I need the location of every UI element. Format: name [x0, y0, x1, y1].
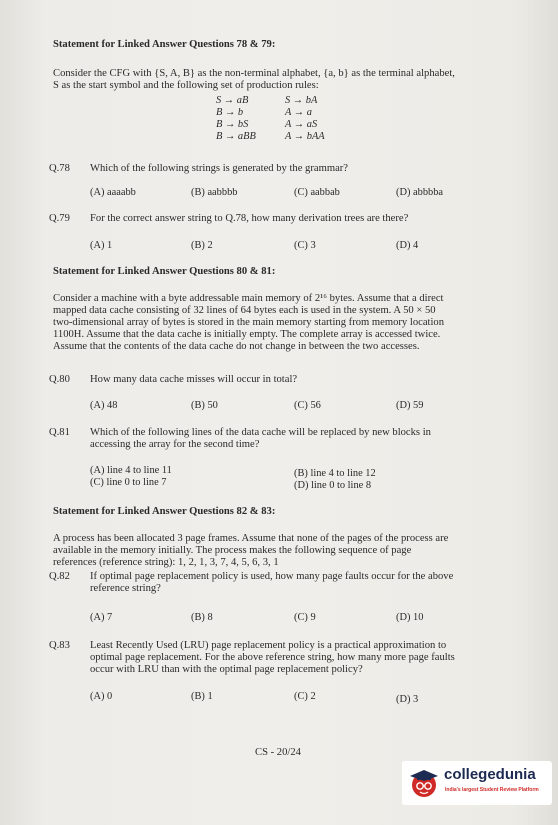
- answer-option: (C) aabbab: [294, 187, 340, 198]
- section-intro-line: Consider the CFG with {S, A, B} as the non-terminal alphabet, {a, b} as the terminal alphabet,: [53, 68, 455, 79]
- question-text: Which of the following strings is generated by the grammar?: [90, 163, 349, 174]
- answer-option: (C) 56: [294, 400, 321, 411]
- answer-option: (B) 8: [191, 612, 213, 623]
- answer-option: (A) 1: [90, 240, 113, 251]
- question-text: occur with LRU than with the optimal page replacement policy?: [90, 664, 363, 675]
- question-text: Least Recently Used (LRU) page replacement policy is a practical approximation to: [90, 640, 447, 651]
- answer-option: (C) 3: [294, 240, 316, 251]
- answer-option: (D) 4: [396, 240, 419, 251]
- question-number: Q.79: [49, 213, 70, 224]
- question-text: optimal page replacement. For the above reference string, how many more page faults: [90, 652, 455, 663]
- question-number: Q.80: [49, 374, 70, 385]
- production-rule: A → bAA: [285, 131, 325, 142]
- question-number: Q.78: [49, 163, 70, 174]
- section-heading-78-79: Statement for Linked Answer Questions 78 & 79:: [53, 39, 276, 50]
- collegedunia-logo: [402, 761, 552, 805]
- answer-option: (D) abbbba: [396, 187, 444, 198]
- section-intro-line: mapped data cache consisting of 32 lines of 64 bytes each is used in the system. A 50 × 50: [53, 305, 436, 316]
- section-intro-line: two-dimensional array of bytes is stored in the main memory starting from memory location: [53, 317, 444, 328]
- production-rule: B → aBB: [216, 131, 256, 142]
- section-intro-line: available in the memory initially. The process makes the following sequence of page: [53, 545, 412, 556]
- answer-option: (A) aaaabb: [90, 187, 136, 198]
- answer-option: (D) line 0 to line 8: [294, 480, 372, 491]
- question-text: If optimal page replacement policy is used, how many page faults occur for the above: [90, 571, 454, 582]
- answer-option: (A) line 4 to line 11: [90, 465, 172, 476]
- answer-option: (A) 0: [90, 691, 113, 702]
- answer-option: (D) 59: [396, 400, 424, 411]
- answer-option: (C) line 0 to line 7: [90, 477, 167, 488]
- logo-tagline: India's largest Student Review Platform: [445, 787, 539, 793]
- production-rule: A → aS: [285, 119, 318, 130]
- question-text: reference string?: [90, 583, 161, 594]
- graduate-face-icon: [408, 767, 440, 799]
- production-rule: S → aB: [216, 95, 249, 106]
- production-rule: B → bS: [216, 119, 249, 130]
- answer-option: (B) line 4 to line 12: [294, 468, 376, 479]
- section-heading-82-83: Statement for Linked Answer Questions 82 & 83:: [53, 506, 276, 517]
- section-heading-80-81: Statement for Linked Answer Questions 80 & 81:: [53, 266, 276, 277]
- production-rule: S → bA: [285, 95, 318, 106]
- question-text: How many data cache misses will occur in total?: [90, 374, 298, 385]
- answer-option: (D) 10: [396, 612, 424, 623]
- answer-option: (C) 9: [294, 612, 316, 623]
- page-number: CS - 20/24: [255, 747, 301, 758]
- production-rule: A → a: [285, 107, 312, 118]
- answer-option: (B) 1: [191, 691, 213, 702]
- answer-option: (D) 3: [396, 694, 419, 705]
- question-text: For the correct answer string to Q.78, how many derivation trees are there?: [90, 213, 409, 224]
- question-number: Q.82: [49, 571, 70, 582]
- question-number: Q.81: [49, 427, 70, 438]
- answer-option: (A) 7: [90, 612, 113, 623]
- answer-option: (B) 50: [191, 400, 218, 411]
- section-intro-line: references (reference string): 1, 2, 1, 3, 7, 4, 5, 6, 3, 1: [53, 557, 279, 568]
- production-rule: B → b: [216, 107, 244, 118]
- logo-wordmark: collegedunia: [444, 766, 536, 783]
- question-text: Which of the following lines of the data cache will be replaced by new blocks in: [90, 427, 431, 438]
- section-intro-line: 1100H. Assume that the data cache is initially empty. The complete array is accessed twice.: [53, 329, 441, 340]
- section-intro-line: Consider a machine with a byte addressable main memory of 2¹⁶ bytes. Assume that a direct: [53, 293, 444, 304]
- answer-option: (B) aabbbb: [191, 187, 238, 198]
- question-text: accessing the array for the second time?: [90, 439, 260, 450]
- section-intro-line: S as the start symbol and the following set of production rules:: [53, 80, 319, 91]
- answer-option: (A) 48: [90, 400, 118, 411]
- section-intro-line: A process has been allocated 3 page frames. Assume that none of the pages of the process are: [53, 533, 449, 544]
- question-number: Q.83: [49, 640, 70, 651]
- section-intro-line: Assume that the contents of the data cache do not change in between the two accesses.: [53, 341, 420, 352]
- answer-option: (C) 2: [294, 691, 316, 702]
- answer-option: (B) 2: [191, 240, 213, 251]
